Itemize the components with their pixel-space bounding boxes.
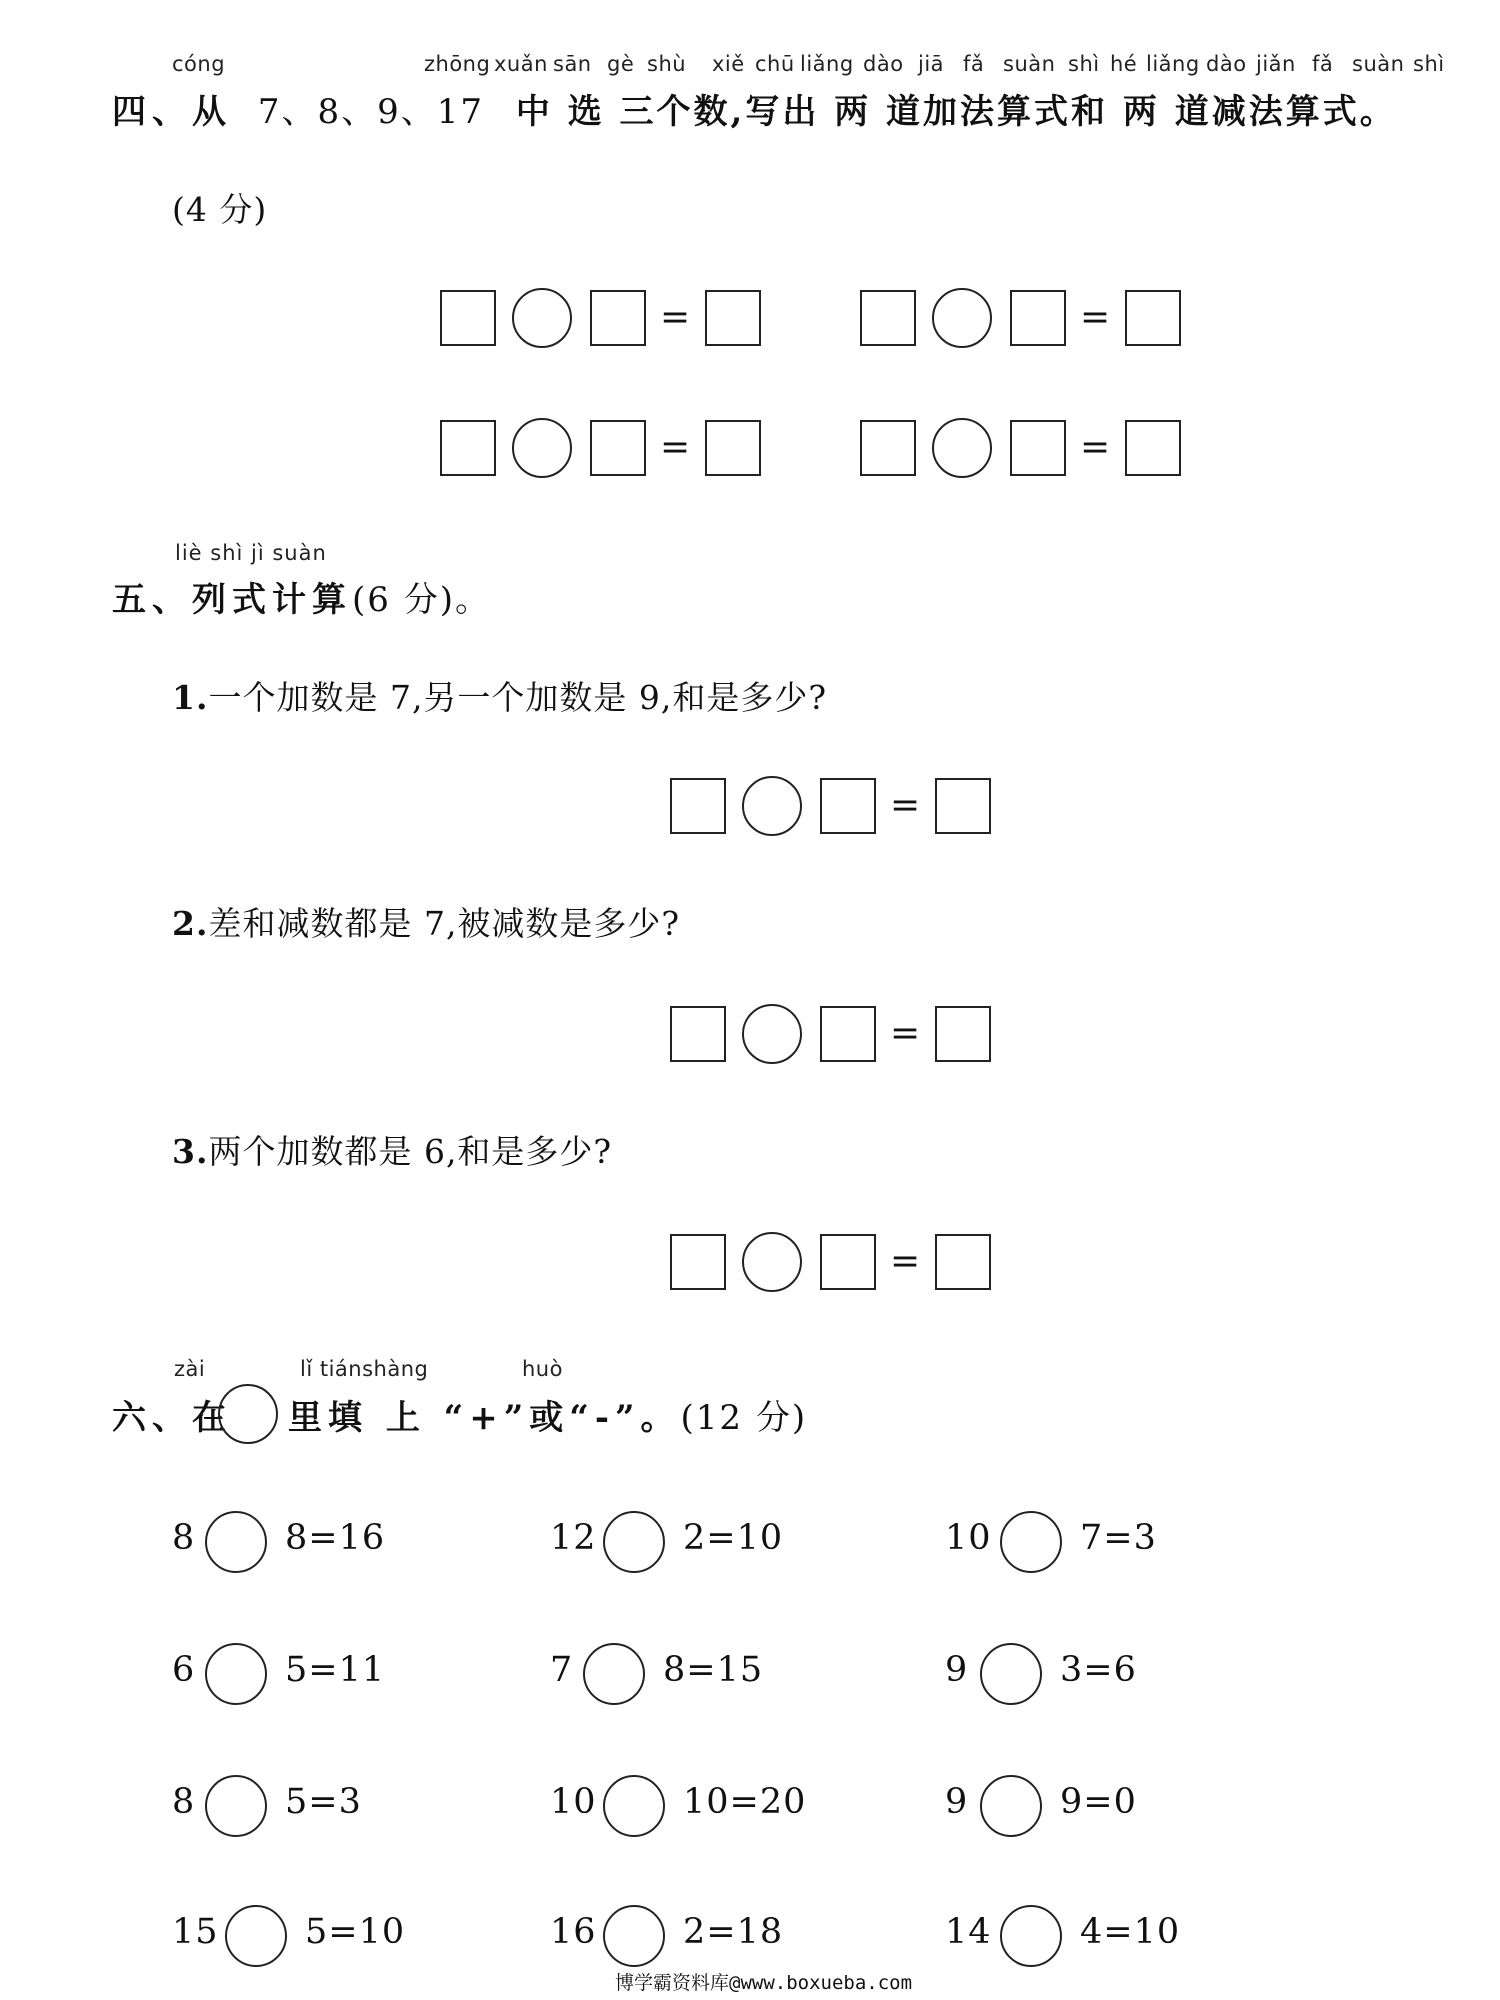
operator-circle[interactable]: [603, 1511, 665, 1573]
operator-circle[interactable]: [1000, 1511, 1062, 1573]
operand-left: 6: [172, 1650, 196, 1690]
operator-circle[interactable]: [603, 1775, 665, 1837]
operand-left: 10: [550, 1782, 597, 1822]
operand-left: 9: [945, 1782, 969, 1822]
section-4-numbers: 7、8、9、17: [257, 92, 485, 132]
section-4-score: (4 分): [172, 190, 268, 229]
answer-box[interactable]: [590, 290, 646, 346]
section-4-heading-rest: 中 选 三个数,写出 两 道加法算式和 两 道减法算式。: [515, 92, 1397, 132]
operand-left: 10: [945, 1518, 992, 1558]
operand-right: 5=3: [285, 1782, 362, 1822]
section-5-score: (6 分)。: [352, 580, 491, 620]
pinyin-he: hé: [1110, 52, 1138, 76]
operand-left: 15: [172, 1912, 219, 1952]
pinyin-suan: suàn: [1003, 52, 1056, 76]
problem-text: 两个加数都是 6,和是多少?: [208, 1132, 613, 1171]
pinyin-liang: liǎng: [800, 52, 854, 76]
operand-left: 14: [945, 1912, 992, 1952]
problem-number: 3.: [172, 1132, 209, 1171]
problem-2: [172, 898, 680, 945]
operator-circle[interactable]: [980, 1775, 1042, 1837]
problem-3: [172, 1126, 612, 1173]
pinyin-san: sān: [553, 52, 592, 76]
answer-box[interactable]: [440, 420, 496, 476]
section-6-heading-prefix: 六、在: [112, 1398, 232, 1438]
operator-circle[interactable]: [205, 1511, 267, 1573]
operator-circle[interactable]: [205, 1775, 267, 1837]
operand-left: 7: [550, 1650, 574, 1690]
operator-circle[interactable]: [512, 418, 572, 478]
section-4-heading-prefix: 四、从: [112, 92, 232, 132]
equals-sign: =: [1080, 297, 1111, 338]
problem-text: 一个加数是 7,另一个加数是 9,和是多少?: [208, 678, 828, 717]
section-5-heading-text: 五、列式计算: [112, 580, 352, 620]
answer-box[interactable]: [935, 1234, 991, 1290]
operand-right: 4=10: [1080, 1912, 1181, 1952]
operator-circle[interactable]: [980, 1643, 1042, 1705]
pinyin-fa: fǎ: [963, 52, 985, 76]
answer-box[interactable]: [705, 290, 761, 346]
operand-left: 16: [550, 1912, 597, 1952]
pinyin-li-tian-shang: lǐ tiánshàng: [300, 1357, 429, 1381]
pinyin-xuan: xuǎn: [494, 52, 548, 76]
operator-circle[interactable]: [205, 1643, 267, 1705]
operand-right: 2=18: [683, 1912, 784, 1952]
equals-sign: =: [890, 785, 921, 826]
operand-left: 8: [172, 1782, 196, 1822]
pinyin-shi: shì: [1068, 52, 1100, 76]
operator-circle[interactable]: [603, 1905, 665, 1967]
answer-box[interactable]: [935, 1006, 991, 1062]
pinyin-ge: gè: [607, 52, 635, 76]
equals-sign: =: [1080, 427, 1111, 468]
pinyin-jia: jiā: [918, 52, 945, 76]
operand-right: 8=16: [285, 1518, 386, 1558]
operand-right: 5=10: [305, 1912, 406, 1952]
operator-circle[interactable]: [225, 1905, 287, 1967]
answer-box[interactable]: [935, 778, 991, 834]
pinyin-zai: zài: [174, 1357, 206, 1381]
answer-box[interactable]: [1010, 290, 1066, 346]
answer-box[interactable]: [820, 778, 876, 834]
operator-circle[interactable]: [932, 288, 992, 348]
answer-box[interactable]: [670, 1006, 726, 1062]
section-5-pinyin: liè shì jì suàn: [175, 541, 327, 565]
section-6-heading-mid: 里填 上 “+”或“-”。: [288, 1398, 681, 1438]
section-4-heading: [112, 84, 1397, 133]
answer-box[interactable]: [670, 1234, 726, 1290]
equals-sign: =: [660, 297, 691, 338]
operand-right: 7=3: [1080, 1518, 1157, 1558]
equals-sign: =: [890, 1013, 921, 1054]
problem-1: [172, 672, 827, 719]
operator-circle[interactable]: [932, 418, 992, 478]
operand-right: 9=0: [1060, 1782, 1137, 1822]
answer-box[interactable]: [705, 420, 761, 476]
answer-box[interactable]: [440, 290, 496, 346]
operand-right: 5=11: [285, 1650, 386, 1690]
operand-right: 8=15: [663, 1650, 764, 1690]
pinyin-liang-2: liǎng: [1146, 52, 1200, 76]
pinyin-shu: shù: [647, 52, 687, 76]
section-5-heading: [112, 572, 491, 621]
operand-right: 2=10: [683, 1518, 784, 1558]
footer-watermark: 博学霸资料库@www.boxueba.com: [615, 1972, 913, 1994]
equals-sign: =: [890, 1241, 921, 1282]
answer-box[interactable]: [590, 420, 646, 476]
answer-box[interactable]: [1125, 420, 1181, 476]
pinyin-dao: dào: [863, 52, 904, 76]
problem-number: 2.: [172, 904, 209, 943]
problem-text: 差和减数都是 7,被减数是多少?: [208, 904, 681, 943]
operator-circle[interactable]: [583, 1643, 645, 1705]
pinyin-cong: cóng: [172, 52, 226, 76]
answer-box[interactable]: [1010, 420, 1066, 476]
pinyin-chu: chū: [755, 52, 795, 76]
operand-right: 3=6: [1060, 1650, 1137, 1690]
pinyin-jian: jiǎn: [1256, 52, 1296, 76]
pinyin-xie: xiě: [712, 52, 745, 76]
heading-circle-icon: [218, 1384, 278, 1444]
operator-circle[interactable]: [742, 1232, 802, 1292]
pinyin-fa-2: fǎ: [1312, 52, 1334, 76]
pinyin-suan-2: suàn: [1352, 52, 1405, 76]
answer-box[interactable]: [860, 420, 916, 476]
answer-box[interactable]: [820, 1006, 876, 1062]
operand-left: 12: [550, 1518, 597, 1558]
pinyin-shi-2: shì: [1413, 52, 1445, 76]
operator-circle[interactable]: [512, 288, 572, 348]
pinyin-dao-2: dào: [1206, 52, 1247, 76]
answer-box[interactable]: [1125, 290, 1181, 346]
answer-box[interactable]: [820, 1234, 876, 1290]
pinyin-huo: huò: [522, 1357, 563, 1381]
pinyin-zhong: zhōng: [424, 52, 491, 76]
equals-sign: =: [660, 427, 691, 468]
section-6-score: (12 分): [680, 1398, 808, 1438]
operator-circle[interactable]: [1000, 1905, 1062, 1967]
answer-box[interactable]: [670, 778, 726, 834]
operand-left: 9: [945, 1650, 969, 1690]
section-6-heading: [288, 1390, 807, 1439]
problem-number: 1.: [172, 678, 209, 717]
operand-right: 10=20: [683, 1782, 807, 1822]
operand-left: 8: [172, 1518, 196, 1558]
operator-circle[interactable]: [742, 776, 802, 836]
operator-circle[interactable]: [742, 1004, 802, 1064]
answer-box[interactable]: [860, 290, 916, 346]
